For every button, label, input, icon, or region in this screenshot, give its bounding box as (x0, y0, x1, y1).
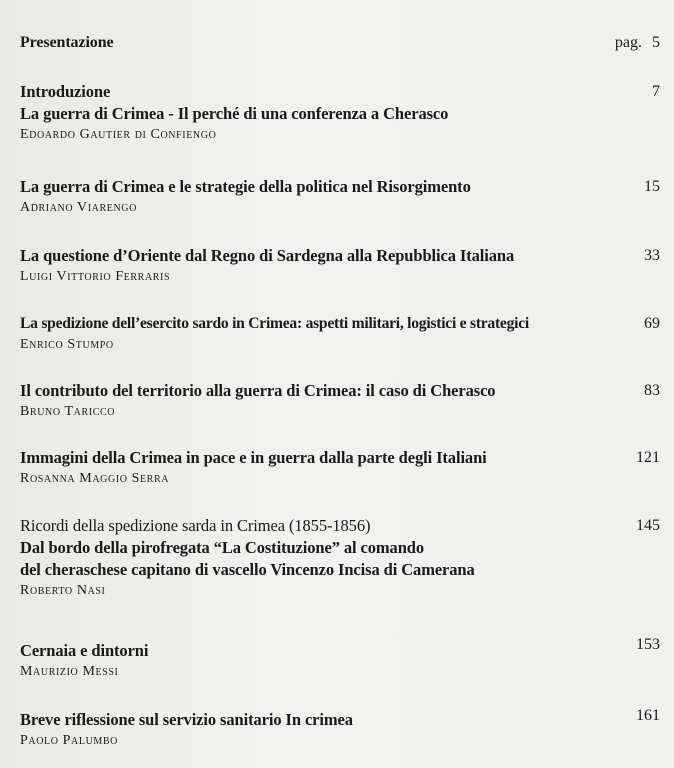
toc-page-number: 145 (636, 517, 660, 534)
toc-page-number: 69 (644, 315, 660, 332)
toc-page-number: 7 (652, 83, 660, 100)
toc-page-number: 33 (644, 247, 660, 264)
toc-entry (20, 245, 660, 286)
toc-page-number: 121 (636, 449, 660, 466)
toc-page-number: 161 (636, 707, 660, 724)
toc-entry-title: Cernaia e dintorni (20, 641, 149, 660)
toc-entry-author: Bruno Taricco (20, 404, 116, 419)
toc-entry (20, 313, 660, 354)
toc-page-number: 5 (652, 34, 660, 51)
toc-entry-author: Luigi Vittorio Ferraris (20, 269, 171, 284)
toc-entry-author: Edoardo Gautier di Confiengo (20, 127, 217, 142)
toc-entry (20, 636, 660, 681)
toc-entry (20, 176, 660, 217)
toc-page-number: 153 (636, 636, 660, 653)
toc-entry (20, 447, 660, 488)
toc-entry-author: Roberto Nasi (20, 583, 106, 598)
toc-entry (20, 515, 660, 600)
toc-entry-subtitle: Ricordi della spedizione sarda in Crimea (1855-1856) (20, 516, 371, 535)
toc-entry-title: La guerra di Crimea e le strategie della politica nel Risorgimento (20, 177, 471, 196)
pag-label: pag. (614, 34, 642, 51)
toc-entry-author: Maurizio Messi (20, 664, 119, 679)
toc-entry-introduzione (20, 81, 660, 144)
toc-entry-title: La questione d’Oriente dal Regno di Sardegna alla Repubblica Italiana (20, 246, 515, 265)
toc-entry-title: Presentazione (20, 34, 114, 51)
toc-entry-title: Breve riflessione sul servizio sanitario In crimea (20, 710, 353, 729)
toc-entry-author: Adriano Viarengo (20, 200, 137, 215)
toc-entry (20, 709, 660, 750)
toc-entry-title: Introduzione (20, 82, 111, 101)
toc-entry-presentazione (20, 32, 660, 54)
toc-page-number: 15 (644, 178, 660, 195)
toc-entry-title: La spedizione dell’esercito sardo in Crimea: aspetti militari, logistici e strategici (20, 315, 529, 332)
toc-entry (20, 380, 660, 421)
toc-entry-title: Immagini della Crimea in pace e in guerra dalla parte degli Italiani (20, 448, 487, 467)
toc-entry-title: Il contributo del territorio alla guerra di Crimea: il caso di Cherasco (20, 381, 496, 400)
toc-entry-author: Paolo Palumbo (20, 733, 118, 748)
toc-entry-title: del cheraschese capitano di vascello Vincenzo Incisa di Camerana (20, 560, 475, 579)
toc-page-number: 83 (644, 382, 660, 399)
toc-entry-title: La guerra di Crimea - Il perché di una conferenza a Cherasco (20, 104, 449, 123)
toc-entry-author: Rosanna Maggio Serra (20, 471, 170, 486)
toc-entry-title: Dal bordo della pirofregata “La Costituzione” al comando (20, 538, 425, 557)
toc-entry-author: Enrico Stumpo (20, 337, 114, 352)
